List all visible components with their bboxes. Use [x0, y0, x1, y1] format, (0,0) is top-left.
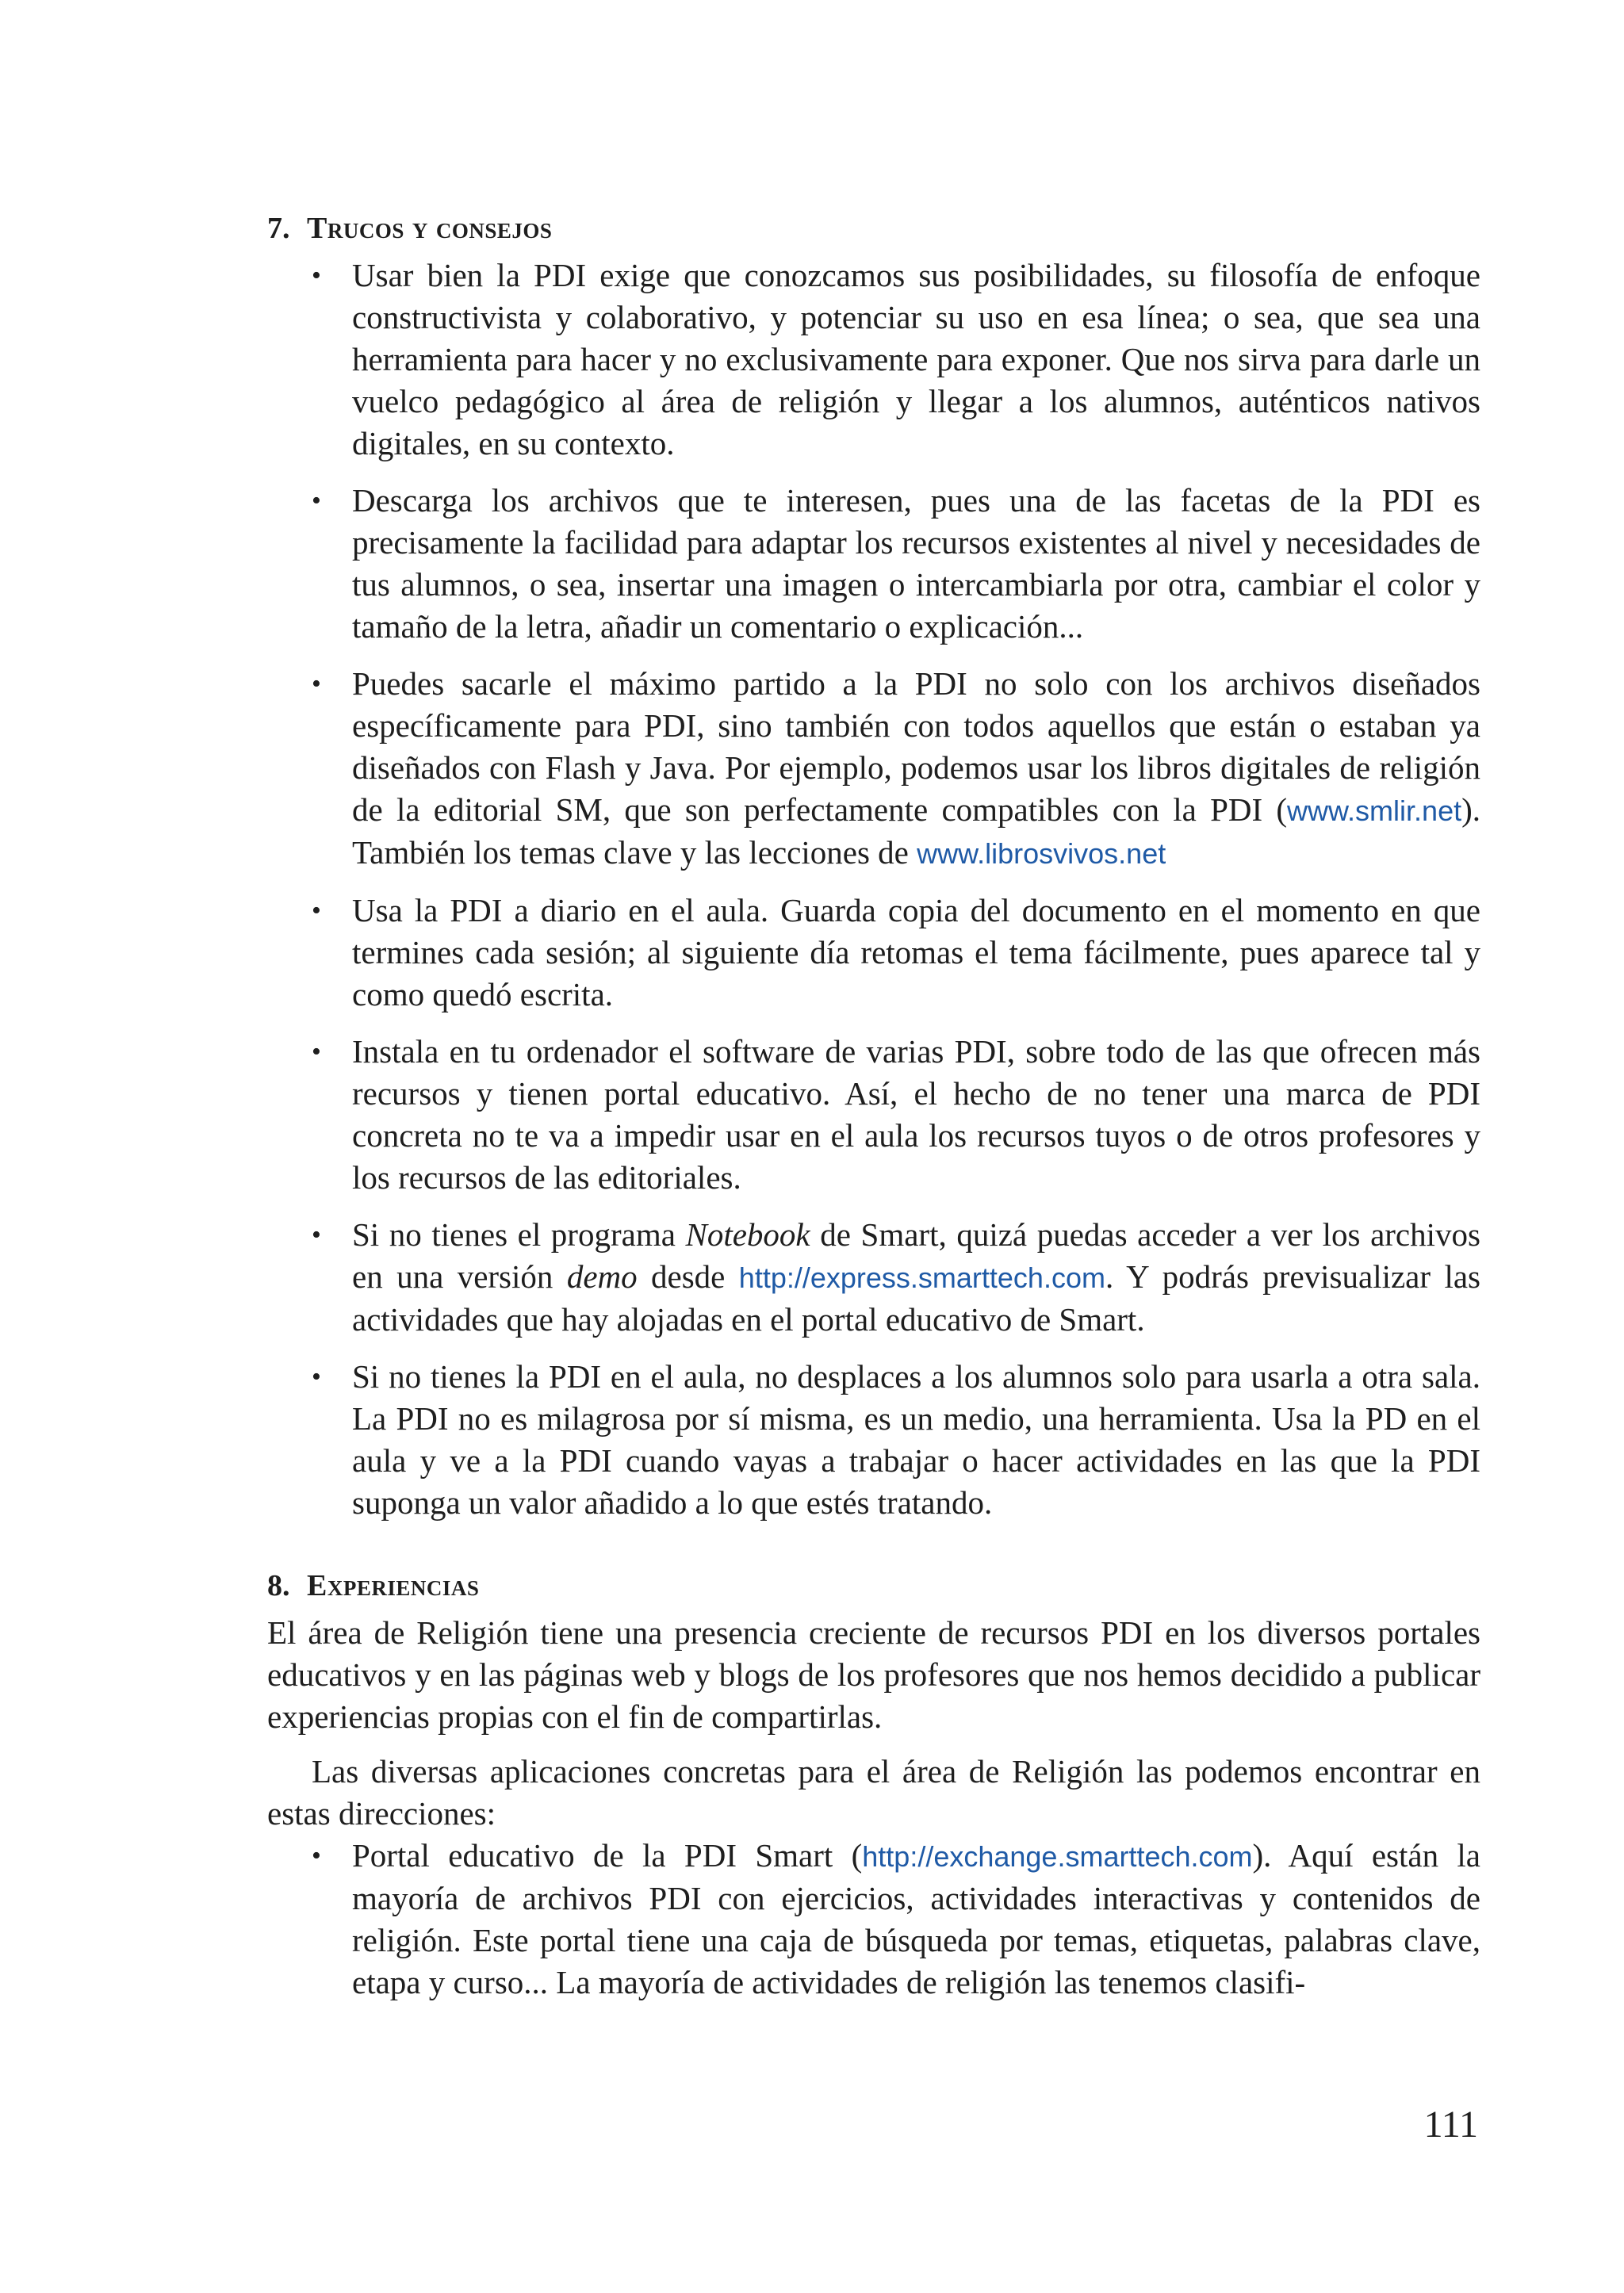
notebook-emphasis: Notebook: [685, 1216, 810, 1253]
resources-list: [267, 1835, 1480, 2004]
bullet-icon: •: [312, 1841, 321, 1870]
list-item-text: Usa la PDI a diario en el aula. Guarda copia del documento en el momento en que termines cada sesión; al siguiente día retomas el tema fácilmente, pues aparece tal y como quedó escrita.: [352, 892, 1480, 1013]
list-item: [267, 1214, 1480, 1341]
section-8: [267, 1565, 1480, 2004]
express-smarttech-link[interactable]: http://express.smarttech.com: [738, 1261, 1105, 1294]
bullet-icon: •: [312, 1037, 321, 1066]
list-item: [267, 1356, 1480, 1524]
list-item-text: desde: [637, 1258, 739, 1295]
section-7-title: Trucos y consejos: [307, 212, 553, 245]
bullet-icon: •: [312, 669, 321, 699]
list-item-text: Si no tienes la PDI en el aula, no desplaces a los alumnos solo para usarla a otra sala. La PDI no es milagrosa por sí misma, es un medio, una herramienta. Usa la PD en el aula y ve a la PDI cuando vayas a trabajar o hacer actividades en las que la PDI suponga un valor añadido a lo que estés tratando.: [352, 1358, 1480, 1521]
list-item: [267, 255, 1480, 465]
list-item-text: . Y podrás previsualizar las actividades que hay alojadas en el portal educativo de Smart.: [352, 1258, 1480, 1338]
bullet-icon: •: [312, 1220, 321, 1250]
list-item-text: Si no tienes el programa: [352, 1216, 686, 1253]
page-body: [267, 208, 1480, 2019]
list-item: [267, 663, 1480, 875]
section-8-paragraph: El área de Religión tiene una presencia creciente de recursos PDI en los diversos portales educativos y en las páginas web y blogs de los profesores que nos hemos decidido a publicar experiencias propias con el fin de compartirlas.: [267, 1614, 1480, 1735]
tips-list: [267, 255, 1480, 1524]
list-item-text: ). Aquí están la mayoría de archivos PDI con ejercicios, actividades interactivas y contenidos de religión. Este portal tiene una caja de búsqueda por temas, etiquetas, palabras clave, etapa y curso... La mayoría de actividades de religión las tenemos clasifi-: [352, 1837, 1480, 2000]
list-item-text: ). También los temas clave y las lecciones de: [352, 791, 1480, 871]
smlir-link[interactable]: www.smlir.net: [1287, 794, 1462, 827]
exchange-smarttech-link[interactable]: http://exchange.smarttech.com: [862, 1840, 1253, 1873]
section-8-title: Experiencias: [307, 1569, 480, 1602]
section-7-number: 7.: [267, 212, 290, 245]
list-item-text: de Smart, quizá puedas acceder a ver los archivos en una versión: [352, 1216, 1480, 1295]
list-item-text: Usar bien la PDI exige que conozcamos sus posibilidades, su filosofía de enfoque constructivista y colaborativo, y potenciar su uso en esa línea; o sea, que sea una herramienta para hacer y no exclusivamente para exponer. Que nos sirva para darle un vuelco pedagógico al área de religión y llegar a los alumnos, auténticos nativos digitales, en su contexto.: [352, 257, 1480, 461]
librosvivos-link[interactable]: www.librosvivos.net: [917, 837, 1166, 870]
list-item: [267, 890, 1480, 1016]
bullet-icon: •: [312, 261, 321, 290]
list-item-text: Descarga los archivos que te interesen, pues una de las facetas de la PDI es precisamente la facilidad para adaptar los recursos existentes al nivel y necesidades de tus alumnos, o sea, insertar una imagen o intercambiarla por otra, cambiar el color y tamaño de la letra, añadir un comentario o explicación...: [352, 482, 1480, 645]
list-item-text: Puedes sacarle el máximo partido a la PDI no solo con los archivos diseñados específicamente para PDI, sino también con todos aquellos que están o estaban ya diseñados con Flash y Java. Por ejemplo, podemos usar los libros digitales de religión de la editorial SM, que son perfectamente compatibles con la PDI (: [352, 665, 1480, 828]
section-8-heading: [267, 1565, 1480, 1607]
page-number: 111: [1423, 2104, 1478, 2146]
list-item: [267, 1835, 1480, 2004]
demo-emphasis: demo: [566, 1258, 638, 1295]
list-item: [267, 480, 1480, 648]
bullet-icon: •: [312, 896, 321, 925]
section-7-heading: [267, 208, 1480, 250]
section-8-number: 8.: [267, 1569, 290, 1602]
list-item: [267, 1031, 1480, 1199]
list-item-text: Portal educativo de la PDI Smart (: [352, 1837, 863, 1874]
bullet-icon: •: [312, 1362, 321, 1391]
section-8-paragraph: Las diversas aplicaciones concretas para el área de Religión las podemos encontrar en estas direcciones:: [267, 1753, 1480, 1832]
list-item-text: Instala en tu ordenador el software de varias PDI, sobre todo de las que ofrecen más recursos y tienen portal educativo. Así, el hecho de no tener una marca de PDI concreta no te va a impedir usar en el aula los recursos tuyos o de otros profesores y los recursos de las editoriales.: [352, 1033, 1480, 1196]
bullet-icon: •: [312, 486, 321, 515]
